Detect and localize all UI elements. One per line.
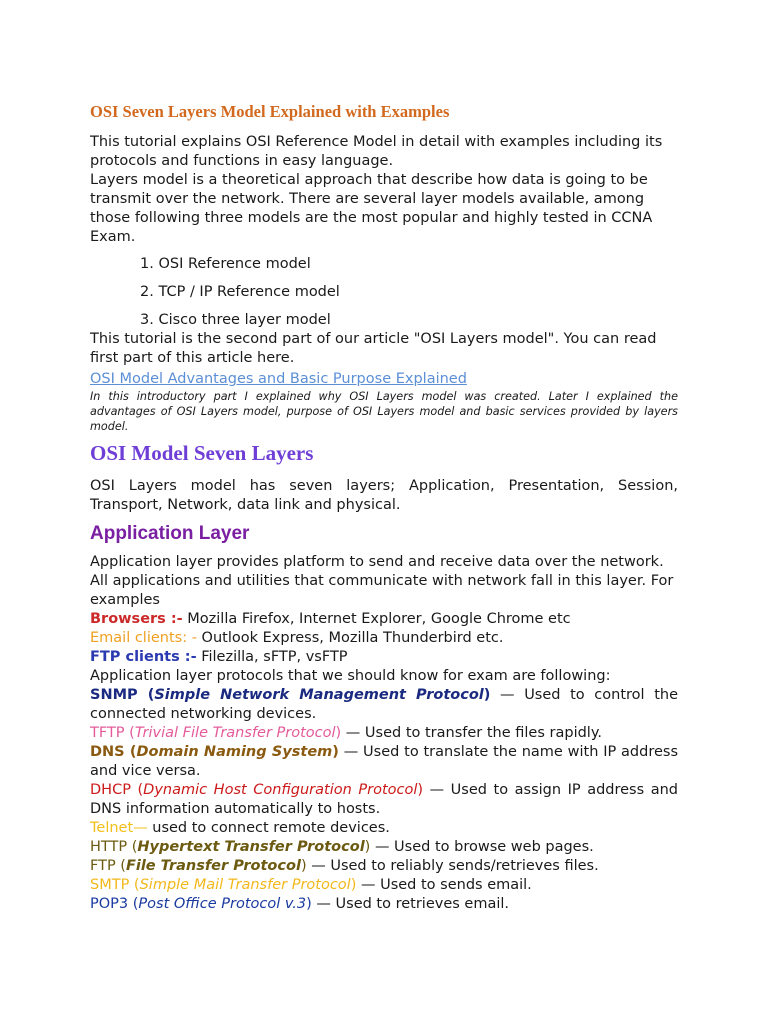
layers-text: OSI Layers model has seven layers; Application, Presentation, Session, Transport, Network, data link and physical.	[90, 478, 678, 513]
protocol-smtp: SMTP (Simple Mail Transfer Protocol) — Used to sends email.	[90, 877, 532, 893]
protocol-pop3: POP3 (Post Office Protocol v.3) — Used to retrieves email.	[90, 896, 510, 912]
list-item: 1. OSI Reference model	[140, 256, 311, 272]
second-part-block	[90, 330, 678, 434]
protocol-http: HTTP (Hypertext Transfer Protocol) — Used to browse web pages.	[90, 839, 594, 855]
list-item: 3. Cisco three layer model	[140, 312, 331, 328]
section-title: OSI Model Seven Layers	[90, 441, 314, 465]
example-email: Email clients: - Outlook Express, Mozilla Thunderbird etc.	[90, 630, 504, 646]
protocols-intro: Application layer protocols that we should know for exam are following:	[90, 668, 611, 684]
intro-line-1: This tutorial explains OSI Reference Model in detail with examples including its protocols and functions in easy language.	[90, 134, 663, 169]
protocol-dns: DNS (Domain Naming System) — Used to translate the name with IP address and vice versa.	[90, 744, 678, 779]
second-part-text: This tutorial is the second part of our article "OSI Layers model". You can read first part of this article here.	[90, 331, 657, 366]
intro	[90, 133, 678, 247]
page-title: OSI Seven Layers Model Explained with Examples	[90, 102, 450, 121]
list-item: 2. TCP / IP Reference model	[140, 284, 340, 300]
protocol-dhcp: DHCP (Dynamic Host Configuration Protocol) — Used to assign IP address and DNS information automatically to hosts.	[90, 782, 678, 817]
example-browsers: Browsers :- Mozilla Firefox, Internet Explorer, Google Chrome etc	[90, 611, 571, 627]
app-layer-title: Application Layer	[90, 523, 250, 544]
intro-note: In this introductory part I explained why OSI Layers model was created. Later I explained the advantages of OSI Layers model, purpose of OSI Layers model and basic services provided by layers model.	[90, 390, 678, 433]
app-layer-content	[90, 553, 678, 914]
protocol-ftp: FTP (File Transfer Protocol) — Used to reliably sends/retrieves files.	[90, 858, 599, 874]
article-link[interactable]: OSI Model Advantages and Basic Purpose Explained	[90, 371, 467, 387]
protocol-telnet: Telnet— used to connect remote devices.	[90, 820, 390, 836]
models-list	[140, 255, 340, 339]
protocol-tftp: TFTP (Trivial File Transfer Protocol) — Used to transfer the files rapidly.	[90, 725, 602, 741]
intro-line-2: Layers model is a theoretical approach that describe how data is going to be transmit over the network. There are several layer models available, among those following three models are the most popular and highly tested in CCNA Exam.	[90, 172, 653, 245]
app-text: Application layer provides platform to send and receive data over the network. All applications and utilities that communicate with network fall in this layer. For examples	[90, 554, 674, 608]
example-ftp: FTP clients :- Filezilla, sFTP, vsFTP	[90, 649, 348, 665]
protocol-snmp: SNMP (Simple Network Management Protocol) — Used to control the connected networking devices.	[90, 687, 679, 722]
